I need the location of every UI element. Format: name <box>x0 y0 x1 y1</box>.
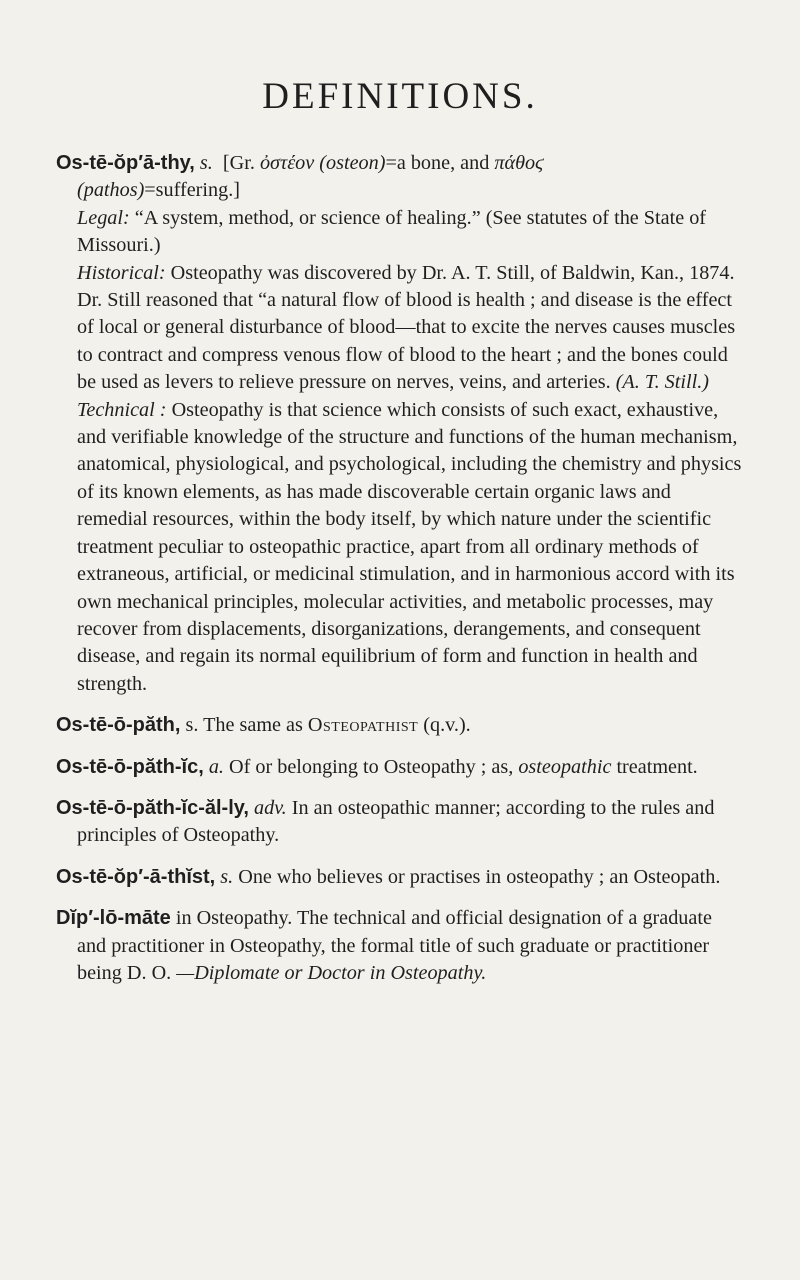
pos-osteopathically: adv. <box>254 796 287 819</box>
pos-osteopath: s. <box>185 714 199 737</box>
osteopathic-text: Of or belonging to Osteopathy ; as, <box>229 755 514 778</box>
legal-label: Legal: <box>77 206 130 229</box>
headword-diplomate: Dĭp′-lō-māte <box>56 907 171 930</box>
osteopathic-example: osteopathic <box>518 755 612 778</box>
entry-osteopathy <box>56 150 746 698</box>
entry-osteopath <box>56 712 746 739</box>
entry-osteopathist <box>56 864 746 891</box>
osteopathy-etymology <box>56 150 746 205</box>
definitions-body <box>56 150 746 1001</box>
translit-osteon: (osteon) <box>319 152 386 174</box>
pos-osteopathy: s. <box>199 152 213 174</box>
gloss-pathos: =suffering.] <box>144 179 240 202</box>
osteopathy-technical <box>56 397 746 698</box>
headword-osteopath: Os-tē-ō-păth, <box>56 714 181 737</box>
historical-text: Osteopathy was discovered by Dr. A. T. Still, of Baldwin, Kan., 1874. Dr. Still reasoned that “a natural flow of blood is health ; and disease is the effect of local or general disturbance of blood—that to excite the nerves causes muscles to contract and compress venous flow of blood to the heart ; and the bones could be used as levers to relieve pressure on nerves, veins, and arteries. <box>77 261 736 394</box>
historical-citation: (A. T. Still.) <box>615 371 709 394</box>
osteopathist-text: One who believes or practises in osteopathy ; an Osteopath. <box>238 865 721 888</box>
page-title: DEFINITIONS. <box>262 76 538 117</box>
technical-label: Technical : <box>77 398 167 421</box>
technical-text: Osteopathy is that science which consists of such exact, exhaustive, and verifiable knowledge of the structure and functions of the human mechanism, anatomical, physiological, and psychological, including the chemistry and physics of its known elements, as has made discoverable certain organic laws and remedial resources, within the body itself, by which nature under the scientific treatment peculiar to osteopathic practice, apart from all ordinary methods of extraneous, artificial, or medicinal stimulation, and in harmonious accord with its own mechanical principles, molecular activities, and metabolic processes, may recover from displacements, disorganizations, derangements, and consequent disease, and regain its normal equilibrium of form and function in health and strength. <box>77 398 742 695</box>
osteopathy-legal <box>56 205 746 260</box>
headword-osteopathist: Os-tē-ŏp′-ā-thĭst, <box>56 865 216 888</box>
diplomate-title: —Diplomate or Doctor in Osteopathy. <box>176 961 487 984</box>
translit-pathos: (pathos) <box>77 179 145 202</box>
legal-text: “A system, method, or science of healing.” (See statutes of the State of Missouri.) <box>77 206 707 257</box>
pos-osteopathist: s. <box>220 865 234 888</box>
osteopathically-text: In an osteopathic manner; according to the rules and principles of Osteopathy. <box>77 796 715 847</box>
gloss-osteon: =a bone, and <box>385 152 490 174</box>
entry-diplomate <box>56 905 746 987</box>
osteopathic-text-end: treatment. <box>616 755 698 778</box>
entry-osteopathically <box>56 795 746 850</box>
headword-osteopathy: Os-tē-ŏp′ā-thy, <box>56 152 195 174</box>
osteopath-qv: (q.v.). <box>423 714 471 737</box>
headword-osteopathically: Os-tē-ō-păth-ĭc-ăl-ly, <box>56 796 249 819</box>
crossref-osteopathist: Osteopathist <box>307 714 419 737</box>
headword-osteopathic: Os-tē-ō-păth-ĭc, <box>56 755 204 778</box>
diplomate-text: in Osteopathy. The technical and official designation of a graduate and practitioner in Osteopathy, the formal title of such graduate or practitioner being D. O. <box>77 907 712 984</box>
osteopath-text: The same as <box>203 714 303 737</box>
entry-osteopathic <box>56 754 746 781</box>
greek-osteon: ὀστέον <box>259 152 315 174</box>
osteopathy-historical <box>56 260 746 397</box>
greek-pathos: πάθοϛ <box>494 152 545 174</box>
pos-osteopathic: a. <box>208 755 224 778</box>
historical-label: Historical: <box>77 261 166 284</box>
etymology-open: [Gr. <box>222 152 255 174</box>
